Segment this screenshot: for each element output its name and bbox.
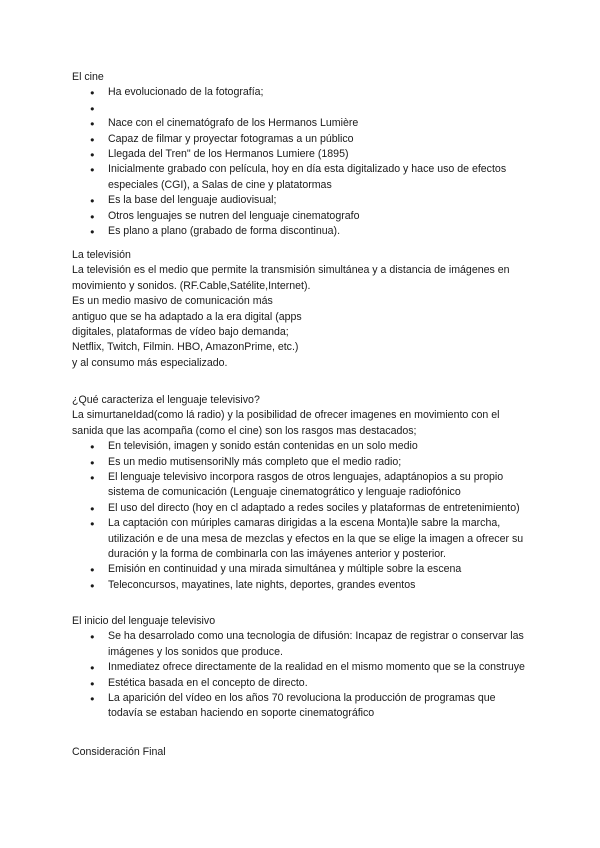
list-item: ● El uso del directo (hoy en cl adaptado a redes sociles y plataformas de entretenimiento) [72, 501, 532, 516]
section-final [72, 745, 532, 760]
paragraph: La televisión es el medio que permite la transmisión simultánea y a distancia de imágenes en movimiento y sonidos. (RF.Cable,Satélite,Internet). [72, 264, 510, 292]
section-inicio [72, 614, 532, 722]
list-item: ● Es un medio mutisensoriNly más completo que el medio radio; [72, 455, 532, 470]
section-title-inicio: El inicio del lenguaje televisivo [72, 615, 216, 627]
list-item: ● Otros lenguajes se nutren del lenguaje cinematografo [72, 209, 532, 224]
list-item: ● El lenguaje televisivo incorpora rasgos de otros lenguajes, adaptánopios a su propio sistema de comunicación (Lenguaje cinematogrático y lenguaje radiofónico [72, 470, 532, 501]
list-item: ● Estética basada en el concepto de directo. [72, 676, 532, 691]
list-item: ● Llegada del Tren" de los Hermanos Lumiere (1895) [72, 147, 532, 162]
list-item: ● Se ha desarrolado como una tecnologia de difusión: Incapaz de registrar o conservar las imágenes y los sonidos que produce. [72, 629, 532, 660]
list-item: ● Teleconcursos, mayatines, late nights, deportes, grandes eventos [72, 578, 532, 593]
list-item: ● La aparición del vídeo en los años 70 revoluciona la producción de programas que todavía se estaban haciendo en soporte cinematográfico [72, 691, 532, 722]
inicio-list [72, 629, 532, 721]
list-item: ● Es plano a plano (grabado de forma discontinua). [72, 224, 532, 239]
section-television [72, 248, 532, 371]
list-item [72, 101, 532, 116]
list-item: ● Ha evolucionado de la fotografía; [72, 85, 532, 100]
list-item: ● En televisión, imagen y sonido están contenidas en un solo medio [72, 439, 532, 454]
section-lenguaje [72, 393, 532, 593]
lenguaje-list [72, 439, 532, 593]
list-item: ● Emisión en continuidad y una mirada simultánea y múltiple sobre la escena [72, 562, 532, 577]
section-title-final: Consideración Final [72, 746, 166, 758]
list-item: ● Nace con el cinematógrafo de los Hermanos Lumière [72, 116, 532, 131]
list-item: ● Inmediatez ofrece directamente de la realidad en el mismo momento que se la construye [72, 660, 532, 675]
list-item: ● Capaz de filmar y proyectar fotogramas a un público [72, 132, 532, 147]
list-item: ● Es la base del lenguaje audiovisual; [72, 193, 532, 208]
paragraph: Es un medio masivo de comunicación más antiguo que se ha adaptado a la era digital (apps digitales, plataformas de vídeo bajo demanda; Netflix, Twitch, Filmin. HBO, AmazonPrime, etc.) y al consumo más especializado. [72, 295, 302, 369]
section-title-cine: El cine [72, 71, 104, 83]
cine-list [72, 85, 532, 239]
section-title-television: La televisión [72, 249, 131, 261]
paragraph: La simurtaneIdad(como lá radio) y la posibilidad de ofrecer imagenes en movimiento con el sanida que las acompaña (como el cine) son los rasgos mas destacados; [72, 409, 500, 437]
section-title-lenguaje: ¿Qué caracteriza el lenguaje televisivo? [72, 394, 260, 406]
list-item: ● Inicialmente grabado con película, hoy en día esta digitalizado y hace uso de efectos especiales (CGI), a Salas de cine y platatormas [72, 162, 532, 193]
list-item: ● La captación con múriples camaras dirigidas a la escena Monta)le sabre la marcha, utilización e de una mesa de mezclas y efectos en la que se elige la imagen a ofrecer su duración y la forma de combinarla con las imáyenes anterior y posterior. [72, 516, 532, 562]
section-cine [72, 70, 532, 239]
